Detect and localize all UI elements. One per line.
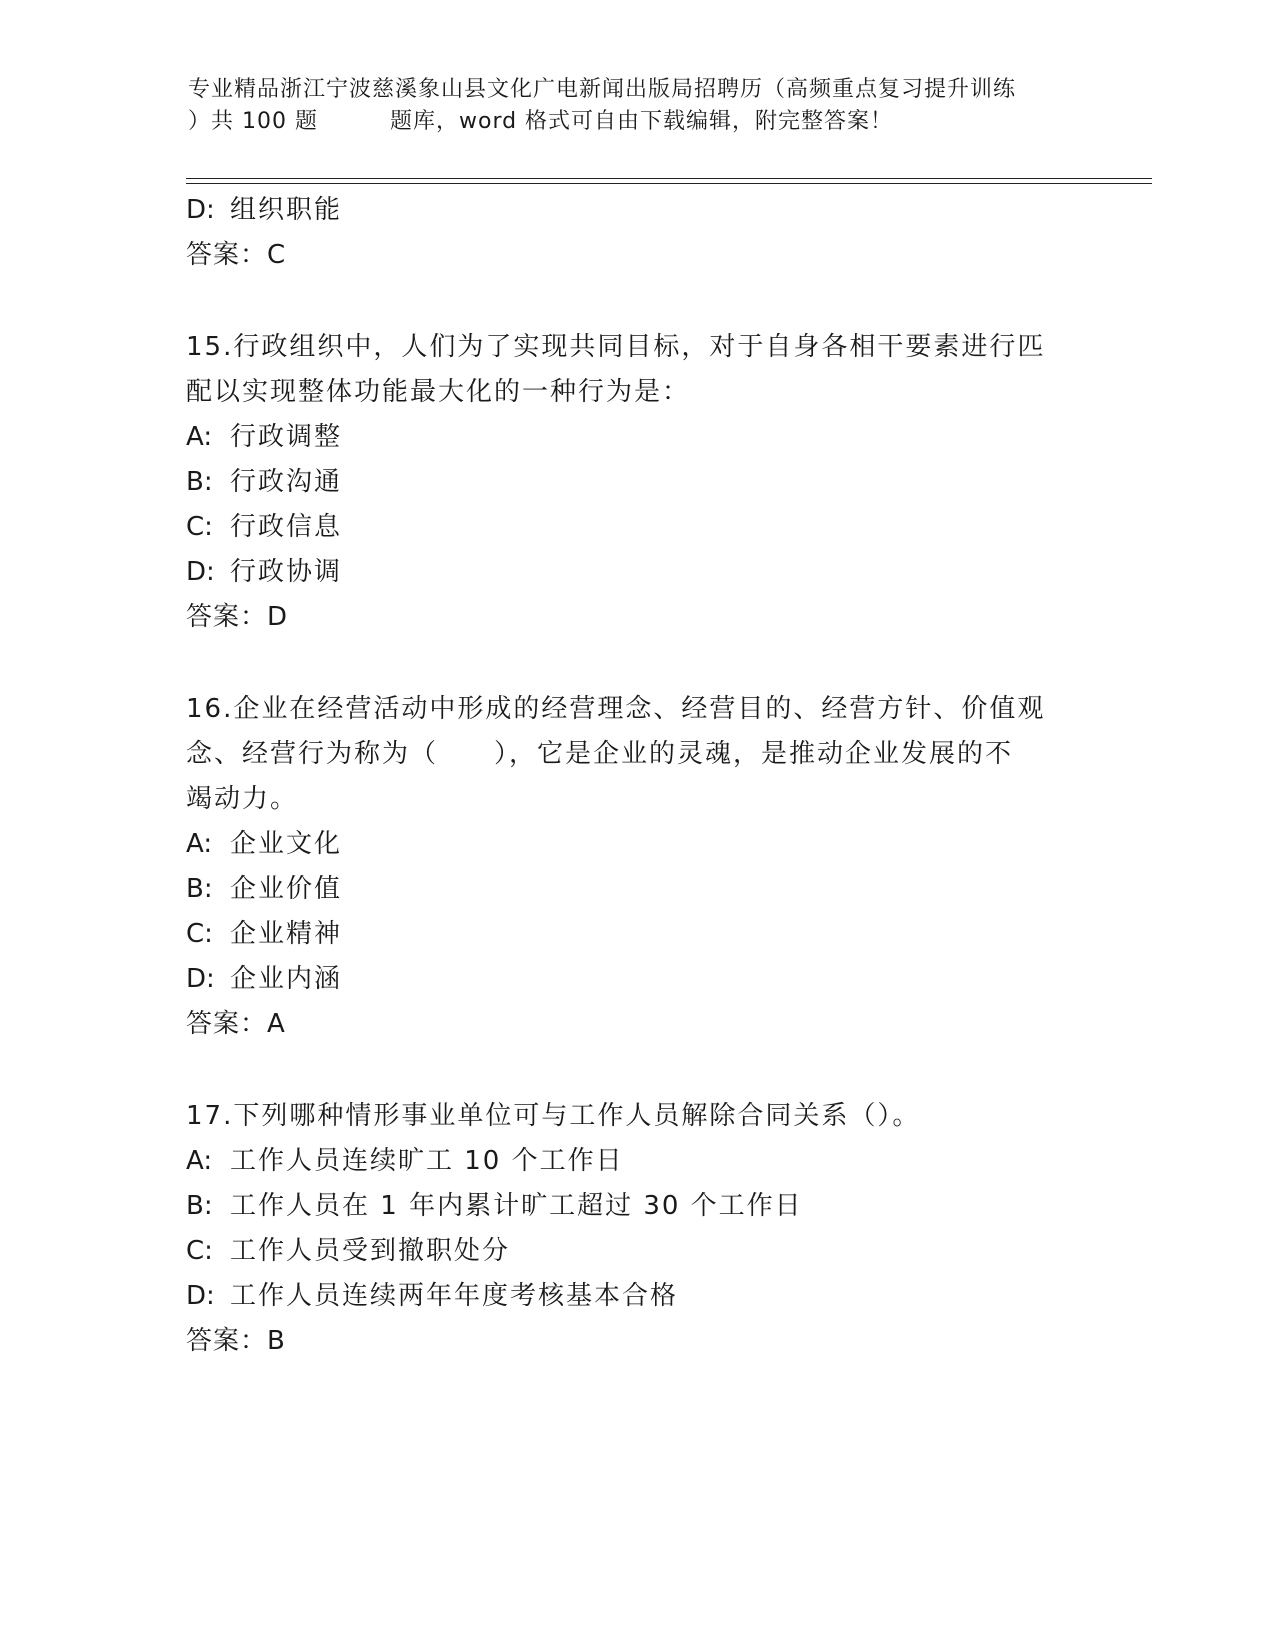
option-letter: D: (186, 195, 215, 225)
option-letter: A: (186, 829, 213, 859)
q15-stem-line2: 配以实现整体功能最大化的一种行为是： (186, 377, 691, 407)
prev-answer: 答案：C (186, 240, 287, 270)
option-text: 企业价值 (230, 874, 343, 904)
q17-stem-line1: 17.下列哪种情形事业单位可与工作人员解除合同关系（）。 (186, 1101, 921, 1131)
option-text: 行政信息 (230, 512, 343, 542)
q17-answer: 答案：B (186, 1326, 286, 1356)
option-letter: A: (186, 422, 213, 452)
option-text: 工作人员连续旷工 10 个工作日 (230, 1146, 624, 1176)
q15-option-d (186, 550, 1086, 595)
option-text: 企业内涵 (230, 964, 343, 994)
option-text: 行政调整 (230, 422, 343, 452)
page-header (188, 74, 1108, 138)
q15-stem-line1: 15.行政组织中，人们为了实现共同目标，对于自身各相干要素进行匹 (186, 332, 1046, 362)
option-text: 企业文化 (230, 829, 343, 859)
q16-option-d (186, 957, 1086, 1002)
option-letter: C: (186, 919, 213, 949)
header-title-line1: 专业精品浙江宁波慈溪象山县文化广电新闻出版局招聘历（高频重点复习提升训练 (188, 77, 1017, 102)
option-letter: D: (186, 964, 215, 994)
option-letter: B: (186, 1191, 213, 1221)
q15-option-b (186, 460, 1086, 505)
option-text: 行政沟通 (230, 467, 343, 497)
question-content (186, 188, 1086, 1364)
q16-answer: 答案：A (186, 1009, 286, 1039)
q16-option-a (186, 822, 1086, 867)
option-letter: C: (186, 512, 213, 542)
prev-option-d (186, 188, 1086, 233)
option-text: 行政协调 (230, 557, 343, 587)
q16-stem-line1: 16.企业在经营活动中形成的经营理念、经营目的、经营方针、价值观 (186, 694, 1046, 724)
q15-answer: 答案：D (186, 602, 289, 632)
q16-stem-line2: 念、经营行为称为（ ），它是企业的灵魂，是推动企业发展的不 (186, 739, 1014, 769)
option-letter: C: (186, 1236, 213, 1266)
q17-option-d (186, 1274, 1086, 1319)
q17-option-b (186, 1184, 1086, 1229)
q17-option-a (186, 1139, 1086, 1184)
q15-option-c (186, 505, 1086, 550)
header-subtitle: 题库，word 格式可自由下载编辑，附完整答案！ (389, 109, 894, 134)
header-title-line2 (188, 106, 1108, 138)
option-text: 工作人员连续两年年度考核基本合格 (230, 1281, 679, 1311)
option-text: 企业精神 (230, 919, 343, 949)
option-letter: B: (186, 874, 213, 904)
option-text: 工作人员在 1 年内累计旷工超过 30 个工作日 (230, 1191, 803, 1221)
header-question-count: ）共 100 题 (188, 109, 318, 134)
q15-option-a (186, 415, 1086, 460)
q16-option-b (186, 867, 1086, 912)
option-letter: A: (186, 1146, 213, 1176)
option-letter: D: (186, 557, 215, 587)
option-text: 工作人员受到撤职处分 (230, 1236, 511, 1266)
q16-option-c (186, 912, 1086, 957)
option-letter: D: (186, 1281, 215, 1311)
q17-option-c (186, 1229, 1086, 1274)
q16-stem-line3: 竭动力。 (186, 784, 299, 814)
option-text: 组织职能 (230, 195, 343, 225)
header-rule-top (186, 178, 1152, 179)
option-letter: B: (186, 467, 213, 497)
header-rule-bottom (186, 183, 1152, 184)
